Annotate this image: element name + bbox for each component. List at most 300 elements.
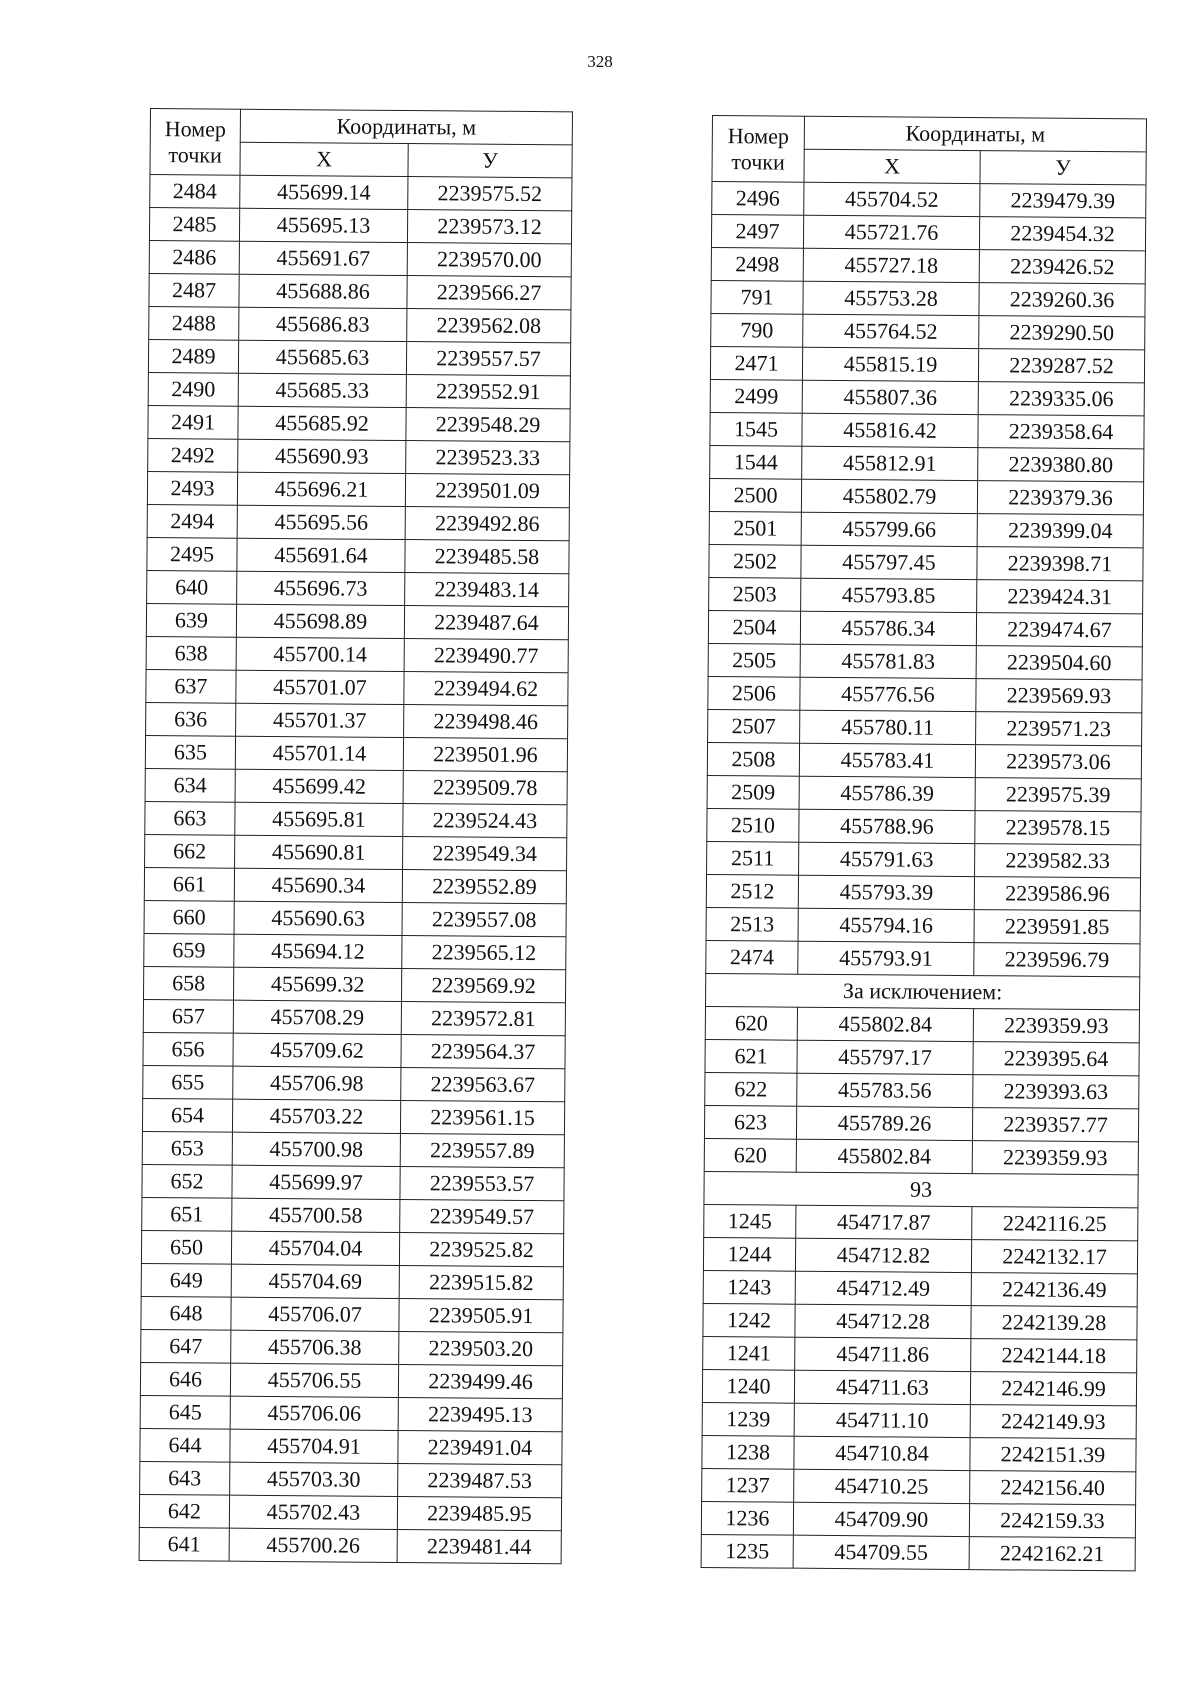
x-coordinate-cell: 454712.82 <box>795 1238 971 1272</box>
table-row <box>709 478 1143 514</box>
y-coordinate-cell: 2239570.00 <box>407 243 571 277</box>
y-coordinate-cell: 2239335.06 <box>978 382 1144 416</box>
x-coordinate-cell: 454711.86 <box>795 1337 971 1371</box>
y-coordinate-cell: 2239549.34 <box>403 837 567 871</box>
point-number-cell: 651 <box>142 1197 232 1231</box>
x-coordinate-cell: 455701.14 <box>235 736 403 770</box>
point-number-cell: 2500 <box>709 478 801 512</box>
x-coordinate-cell: 455764.52 <box>803 314 979 348</box>
table-row <box>145 801 567 837</box>
x-coordinate-cell: 455699.14 <box>240 175 408 209</box>
point-number-cell: 1240 <box>702 1369 794 1403</box>
table-row <box>709 577 1143 613</box>
coordinates-table-right <box>701 115 1147 1571</box>
point-number-cell: 639 <box>146 603 236 637</box>
x-coordinate-cell: 455700.26 <box>229 1528 397 1562</box>
y-coordinate-cell: 2239548.29 <box>406 408 570 442</box>
table-row <box>145 834 567 870</box>
table-row <box>704 1204 1138 1240</box>
point-number-cell: 663 <box>145 801 235 835</box>
table-row <box>710 412 1144 448</box>
x-coordinate-cell: 455685.33 <box>238 373 406 407</box>
x-coordinate-cell: 455793.91 <box>798 941 974 975</box>
point-number-cell: 620 <box>704 1138 796 1172</box>
point-number-cell: 647 <box>141 1329 231 1363</box>
y-coordinate-cell: 2239359.93 <box>972 1141 1138 1175</box>
y-coordinate-cell: 2239498.46 <box>404 705 568 739</box>
x-coordinate-cell: 455815.19 <box>802 347 978 381</box>
y-column-header: У <box>408 144 572 178</box>
y-coordinate-cell: 2239260.36 <box>979 283 1145 317</box>
y-coordinate-cell: 2239557.08 <box>402 903 566 937</box>
table-row <box>706 940 1140 976</box>
point-number-cell: 656 <box>143 1032 233 1066</box>
y-coordinate-cell: 2239561.15 <box>400 1100 564 1134</box>
table-row <box>711 313 1145 349</box>
x-coordinate-cell: 455700.14 <box>236 637 404 671</box>
point-number-cell: 1242 <box>703 1303 795 1337</box>
point-number-cell: 623 <box>704 1105 796 1139</box>
x-coordinate-cell: 455695.56 <box>237 505 405 539</box>
x-coordinate-cell: 455696.21 <box>237 472 405 506</box>
table-row <box>705 1072 1139 1108</box>
x-coordinate-cell: 455701.07 <box>236 670 404 704</box>
y-coordinate-cell: 2239573.12 <box>407 210 571 244</box>
point-number-cell: 649 <box>141 1263 231 1297</box>
point-number-cell: 2511 <box>707 841 799 875</box>
left-table-body <box>139 175 572 1564</box>
table-row <box>712 182 1146 218</box>
x-coordinate-cell: 454717.87 <box>796 1205 972 1239</box>
y-coordinate-cell: 2242146.99 <box>970 1372 1136 1406</box>
x-coordinate-cell: 455802.79 <box>801 479 977 513</box>
y-coordinate-cell: 2239487.53 <box>398 1463 562 1497</box>
point-number-cell: 1238 <box>702 1435 794 1469</box>
y-coordinate-cell: 2239525.82 <box>399 1232 563 1266</box>
table-row <box>141 1329 563 1365</box>
x-coordinate-cell: 455706.07 <box>231 1297 399 1331</box>
table-row <box>143 966 565 1002</box>
table-row <box>705 1006 1139 1042</box>
point-number-cell: 791 <box>711 280 803 314</box>
y-coordinate-cell: 2239380.80 <box>978 448 1144 482</box>
table-row <box>145 768 567 804</box>
x-coordinate-cell: 454710.84 <box>794 1436 970 1470</box>
x-coordinate-cell: 455706.06 <box>230 1396 398 1430</box>
point-number-cell: 2499 <box>710 379 802 413</box>
table-row <box>707 841 1141 877</box>
point-number-header-line2: точки <box>168 141 222 168</box>
y-coordinate-cell: 2239287.52 <box>978 349 1144 383</box>
y-coordinate-cell: 2239572.81 <box>401 1002 565 1036</box>
y-coordinate-cell: 2242162.21 <box>969 1537 1135 1571</box>
y-coordinate-cell: 2239474.67 <box>976 613 1142 647</box>
x-coordinate-cell: 455685.92 <box>238 406 406 440</box>
table-row <box>711 215 1145 251</box>
point-number-cell: 2508 <box>707 742 799 776</box>
table-row <box>705 1039 1139 1075</box>
y-coordinate-cell: 2242156.40 <box>970 1471 1136 1505</box>
table-row <box>140 1461 562 1497</box>
point-number-cell: 2506 <box>708 676 800 710</box>
table-row <box>710 379 1144 415</box>
point-number-cell: 634 <box>145 768 235 802</box>
y-coordinate-cell: 2239358.64 <box>978 415 1144 449</box>
x-coordinate-cell: 455781.83 <box>800 644 976 678</box>
point-number-cell: 660 <box>144 900 234 934</box>
y-coordinate-cell: 2239495.13 <box>398 1397 562 1431</box>
table-row <box>146 669 568 705</box>
x-coordinate-cell: 454710.25 <box>794 1469 970 1503</box>
x-coordinate-cell: 455704.69 <box>231 1264 399 1298</box>
table-row <box>140 1362 562 1398</box>
y-coordinate-cell: 2239566.27 <box>407 276 571 310</box>
point-number-cell: 2486 <box>149 240 239 274</box>
table-row <box>707 742 1141 778</box>
coordinates-header: Координаты, м <box>240 109 572 145</box>
point-number-cell: 636 <box>146 702 236 736</box>
x-coordinate-cell: 455788.96 <box>799 809 975 843</box>
y-coordinate-cell: 2239395.64 <box>973 1042 1139 1076</box>
y-coordinate-cell: 2239515.82 <box>399 1265 563 1299</box>
point-number-cell: 662 <box>145 834 235 868</box>
point-number-cell: 641 <box>139 1527 229 1561</box>
y-coordinate-cell: 2242149.93 <box>970 1405 1136 1439</box>
y-coordinate-cell: 2239483.14 <box>405 573 569 607</box>
point-number-cell: 648 <box>141 1296 231 1330</box>
x-coordinate-cell: 455786.39 <box>799 776 975 810</box>
x-coordinate-cell: 455703.22 <box>232 1099 400 1133</box>
table-row <box>706 907 1140 943</box>
coordinates-header: Координаты, м <box>804 116 1146 152</box>
point-number-header-line1: Номер <box>164 116 227 142</box>
table-row <box>149 208 571 244</box>
y-coordinate-cell: 2239504.60 <box>976 646 1142 680</box>
point-number-cell: 644 <box>140 1428 230 1462</box>
table-row <box>149 306 571 342</box>
exclusion-label-row <box>705 973 1139 1009</box>
y-coordinate-cell: 2242132.17 <box>971 1240 1137 1274</box>
point-number-cell: 621 <box>705 1039 797 1073</box>
x-coordinate-cell: 455816.42 <box>802 413 978 447</box>
x-coordinate-cell: 455780.11 <box>800 710 976 744</box>
point-number-cell: 1236 <box>701 1501 793 1535</box>
y-coordinate-cell: 2239499.46 <box>398 1364 562 1398</box>
x-coordinate-cell: 455802.84 <box>796 1139 972 1173</box>
x-coordinate-cell: 455690.93 <box>238 439 406 473</box>
point-number-cell: 640 <box>147 570 237 604</box>
point-number-cell: 2512 <box>706 874 798 908</box>
point-number-cell: 658 <box>143 966 233 1000</box>
x-coordinate-cell: 455753.28 <box>803 281 979 315</box>
point-number-cell: 2471 <box>710 346 802 380</box>
point-number-cell: 654 <box>142 1098 232 1132</box>
x-coordinate-cell: 455686.83 <box>239 307 407 341</box>
x-coordinate-cell: 455695.81 <box>235 802 403 836</box>
y-coordinate-cell: 2239575.39 <box>975 778 1141 812</box>
x-coordinate-cell: 455700.58 <box>232 1198 400 1232</box>
table-row <box>141 1296 563 1332</box>
x-coordinate-cell: 455698.89 <box>236 604 404 638</box>
point-number-header-line2: точки <box>731 148 785 175</box>
y-coordinate-cell: 2239549.57 <box>400 1199 564 1233</box>
point-number-cell: 638 <box>146 636 236 670</box>
y-coordinate-cell: 2239357.77 <box>972 1108 1138 1142</box>
point-number-cell: 1545 <box>710 412 802 446</box>
x-coordinate-cell: 455690.81 <box>235 835 403 869</box>
x-coordinate-cell: 455688.86 <box>239 274 407 308</box>
table-row <box>146 636 568 672</box>
x-coordinate-cell: 454712.28 <box>795 1304 971 1338</box>
table-row <box>147 570 569 606</box>
table-row <box>140 1428 562 1464</box>
x-coordinate-cell: 455797.17 <box>797 1040 973 1074</box>
point-number-cell: 643 <box>140 1461 230 1495</box>
table-row <box>704 1105 1138 1141</box>
table-row <box>707 808 1141 844</box>
point-number-cell: 2498 <box>711 247 803 281</box>
table-row <box>145 735 567 771</box>
point-number-cell: 790 <box>711 313 803 347</box>
point-number-header-line1: Номер <box>727 123 790 149</box>
y-coordinate-cell: 2239509.78 <box>403 771 567 805</box>
x-coordinate-cell: 455797.45 <box>801 545 977 579</box>
point-number-cell: 1235 <box>701 1534 793 1568</box>
point-number-cell: 650 <box>141 1230 231 1264</box>
coordinates-table-left <box>139 108 573 1564</box>
y-coordinate-cell: 2239569.93 <box>976 679 1142 713</box>
x-coordinate-cell: 455699.32 <box>233 967 401 1001</box>
y-coordinate-cell: 2239424.31 <box>977 580 1143 614</box>
point-number-cell: 2502 <box>709 544 801 578</box>
x-coordinate-cell: 455702.43 <box>229 1495 397 1529</box>
table-row <box>146 702 568 738</box>
x-coordinate-cell: 455704.04 <box>231 1231 399 1265</box>
x-coordinate-cell: 455794.16 <box>798 908 974 942</box>
y-coordinate-cell: 2239398.71 <box>977 547 1143 581</box>
table-row <box>150 175 572 211</box>
table-row <box>703 1270 1137 1306</box>
table-row <box>711 247 1145 283</box>
y-coordinate-cell: 2239523.33 <box>406 441 570 475</box>
y-coordinate-cell: 2239501.96 <box>403 738 567 772</box>
x-coordinate-cell: 454709.90 <box>793 1502 969 1536</box>
x-coordinate-cell: 455706.55 <box>230 1363 398 1397</box>
table-row <box>143 1032 565 1068</box>
table-row <box>148 405 570 441</box>
y-coordinate-cell: 2239481.44 <box>397 1529 561 1563</box>
x-coordinate-cell: 455699.42 <box>235 769 403 803</box>
x-coordinate-cell: 455786.34 <box>800 611 976 645</box>
table-row <box>144 900 566 936</box>
point-number-cell: 2505 <box>708 643 800 677</box>
table-row <box>147 504 569 540</box>
table-row <box>142 1197 564 1233</box>
table-row <box>707 775 1141 811</box>
x-column-header: Х <box>804 149 980 183</box>
y-coordinate-cell: 2239552.89 <box>402 870 566 904</box>
point-number-cell: 2509 <box>707 775 799 809</box>
point-number-cell: 2493 <box>147 471 237 505</box>
point-number-cell: 2487 <box>149 273 239 307</box>
y-coordinate-cell: 2239562.08 <box>407 309 571 343</box>
y-coordinate-cell: 2239582.33 <box>975 844 1141 878</box>
y-coordinate-cell: 2239399.04 <box>977 514 1143 548</box>
y-coordinate-cell: 2239553.57 <box>400 1166 564 1200</box>
table-row <box>711 280 1145 316</box>
section-label: 93 <box>704 1171 1138 1207</box>
table-row <box>703 1237 1137 1273</box>
point-number-cell: 2492 <box>148 438 238 472</box>
y-coordinate-cell: 2242159.33 <box>969 1504 1135 1538</box>
y-coordinate-cell: 2239479.39 <box>980 184 1146 218</box>
y-coordinate-cell: 2239490.77 <box>404 639 568 673</box>
x-coordinate-cell: 455704.52 <box>804 182 980 216</box>
point-number-cell: 2491 <box>148 405 238 439</box>
y-coordinate-cell: 2239563.67 <box>401 1068 565 1102</box>
x-coordinate-cell: 455776.56 <box>800 677 976 711</box>
point-number-cell: 1241 <box>703 1336 795 1370</box>
y-coordinate-cell: 2239501.09 <box>405 474 569 508</box>
y-coordinate-cell: 2239494.62 <box>404 672 568 706</box>
x-coordinate-cell: 455691.67 <box>239 241 407 275</box>
table-row <box>143 999 565 1035</box>
x-coordinate-cell: 455696.73 <box>237 571 405 605</box>
x-coordinate-cell: 455709.62 <box>233 1033 401 1067</box>
y-coordinate-cell: 2239575.52 <box>408 177 572 211</box>
section-label-row <box>704 1171 1138 1207</box>
table-row <box>708 610 1142 646</box>
x-coordinate-cell: 455802.84 <box>797 1007 973 1041</box>
x-coordinate-cell: 455789.26 <box>796 1106 972 1140</box>
point-number-cell: 2488 <box>149 306 239 340</box>
point-number-cell: 1237 <box>702 1468 794 1502</box>
y-coordinate-cell: 2239596.79 <box>974 943 1140 977</box>
x-coordinate-cell: 455783.56 <box>797 1073 973 1107</box>
table-row <box>701 1501 1135 1537</box>
y-coordinate-cell: 2239290.50 <box>979 316 1145 350</box>
table-row <box>140 1395 562 1431</box>
x-coordinate-cell: 455691.64 <box>237 538 405 572</box>
point-number-cell: 637 <box>146 669 236 703</box>
x-coordinate-cell: 455791.63 <box>799 842 975 876</box>
point-number-cell: 2497 <box>711 215 803 249</box>
table-row <box>147 537 569 573</box>
table-row <box>709 544 1143 580</box>
table-row <box>704 1138 1138 1174</box>
point-number-cell: 635 <box>145 735 235 769</box>
table-row <box>710 346 1144 382</box>
x-coordinate-cell: 455799.66 <box>801 512 977 546</box>
y-coordinate-cell: 2242116.25 <box>972 1207 1138 1241</box>
table-row <box>709 511 1143 547</box>
x-coordinate-cell: 454711.10 <box>794 1403 970 1437</box>
point-number-cell: 620 <box>705 1006 797 1040</box>
y-coordinate-cell: 2239505.91 <box>399 1298 563 1332</box>
x-coordinate-cell: 455793.85 <box>801 578 977 612</box>
y-coordinate-cell: 2239492.86 <box>405 507 569 541</box>
y-coordinate-cell: 2239569.92 <box>401 969 565 1003</box>
point-number-cell: 1239 <box>702 1402 794 1436</box>
exclusion-label: За исключением: <box>705 973 1139 1009</box>
point-number-cell: 2494 <box>147 504 237 538</box>
y-coordinate-cell: 2239552.91 <box>406 375 570 409</box>
point-number-cell: 2496 <box>712 182 804 216</box>
table-row <box>708 709 1142 745</box>
x-coordinate-cell: 455706.98 <box>233 1066 401 1100</box>
x-coordinate-cell: 455812.91 <box>802 446 978 480</box>
point-number-cell: 645 <box>140 1395 230 1429</box>
y-coordinate-cell: 2239591.85 <box>974 910 1140 944</box>
point-number-cell: 1244 <box>703 1237 795 1271</box>
table-row <box>148 372 570 408</box>
table-row <box>143 1065 565 1101</box>
point-number-cell: 661 <box>144 867 234 901</box>
point-number-header <box>150 109 241 176</box>
y-coordinate-cell: 2239485.58 <box>405 540 569 574</box>
point-number-cell: 655 <box>143 1065 233 1099</box>
point-number-cell: 2489 <box>148 339 238 373</box>
table-row <box>148 438 570 474</box>
table-row <box>149 273 571 309</box>
table-row <box>702 1369 1136 1405</box>
point-number-cell: 2503 <box>709 577 801 611</box>
point-number-cell: 622 <box>705 1072 797 1106</box>
point-number-cell: 1544 <box>710 445 802 479</box>
y-coordinate-cell: 2239586.96 <box>974 877 1140 911</box>
table-row <box>144 933 566 969</box>
table-row <box>147 471 569 507</box>
y-coordinate-cell: 2239524.43 <box>403 804 567 838</box>
x-column-header: Х <box>240 142 408 176</box>
point-number-cell: 2501 <box>709 511 801 545</box>
table-row <box>703 1336 1137 1372</box>
y-coordinate-cell: 2242144.18 <box>971 1339 1137 1373</box>
x-coordinate-cell: 455721.76 <box>803 215 979 249</box>
point-number-cell: 1243 <box>703 1270 795 1304</box>
table-row <box>142 1131 564 1167</box>
y-coordinate-cell: 2239487.64 <box>404 606 568 640</box>
point-number-cell: 2485 <box>149 208 239 242</box>
x-coordinate-cell: 455793.39 <box>798 875 974 909</box>
point-number-cell: 2474 <box>706 940 798 974</box>
table-row <box>706 874 1140 910</box>
x-coordinate-cell: 455690.63 <box>234 901 402 935</box>
x-coordinate-cell: 455694.12 <box>234 934 402 968</box>
point-number-cell: 659 <box>144 933 234 967</box>
point-number-cell: 2495 <box>147 537 237 571</box>
table-row <box>139 1494 561 1530</box>
table-row <box>146 603 568 639</box>
x-coordinate-cell: 454712.49 <box>795 1271 971 1305</box>
x-coordinate-cell: 455699.97 <box>232 1165 400 1199</box>
table-row <box>702 1435 1136 1471</box>
table-row <box>141 1230 563 1266</box>
x-coordinate-cell: 455708.29 <box>233 1000 401 1034</box>
y-coordinate-cell: 2239379.36 <box>977 481 1143 515</box>
y-coordinate-cell: 2239564.37 <box>401 1035 565 1069</box>
table-row <box>710 445 1144 481</box>
right-table-body <box>701 182 1146 1571</box>
x-coordinate-cell: 455690.34 <box>234 868 402 902</box>
x-coordinate-cell: 455706.38 <box>231 1330 399 1364</box>
y-coordinate-cell: 2242139.28 <box>971 1306 1137 1340</box>
y-coordinate-cell: 2239426.52 <box>979 250 1145 284</box>
x-coordinate-cell: 455727.18 <box>803 248 979 282</box>
y-coordinate-cell: 2239571.23 <box>976 712 1142 746</box>
table-row <box>139 1527 561 1563</box>
table-row <box>144 867 566 903</box>
